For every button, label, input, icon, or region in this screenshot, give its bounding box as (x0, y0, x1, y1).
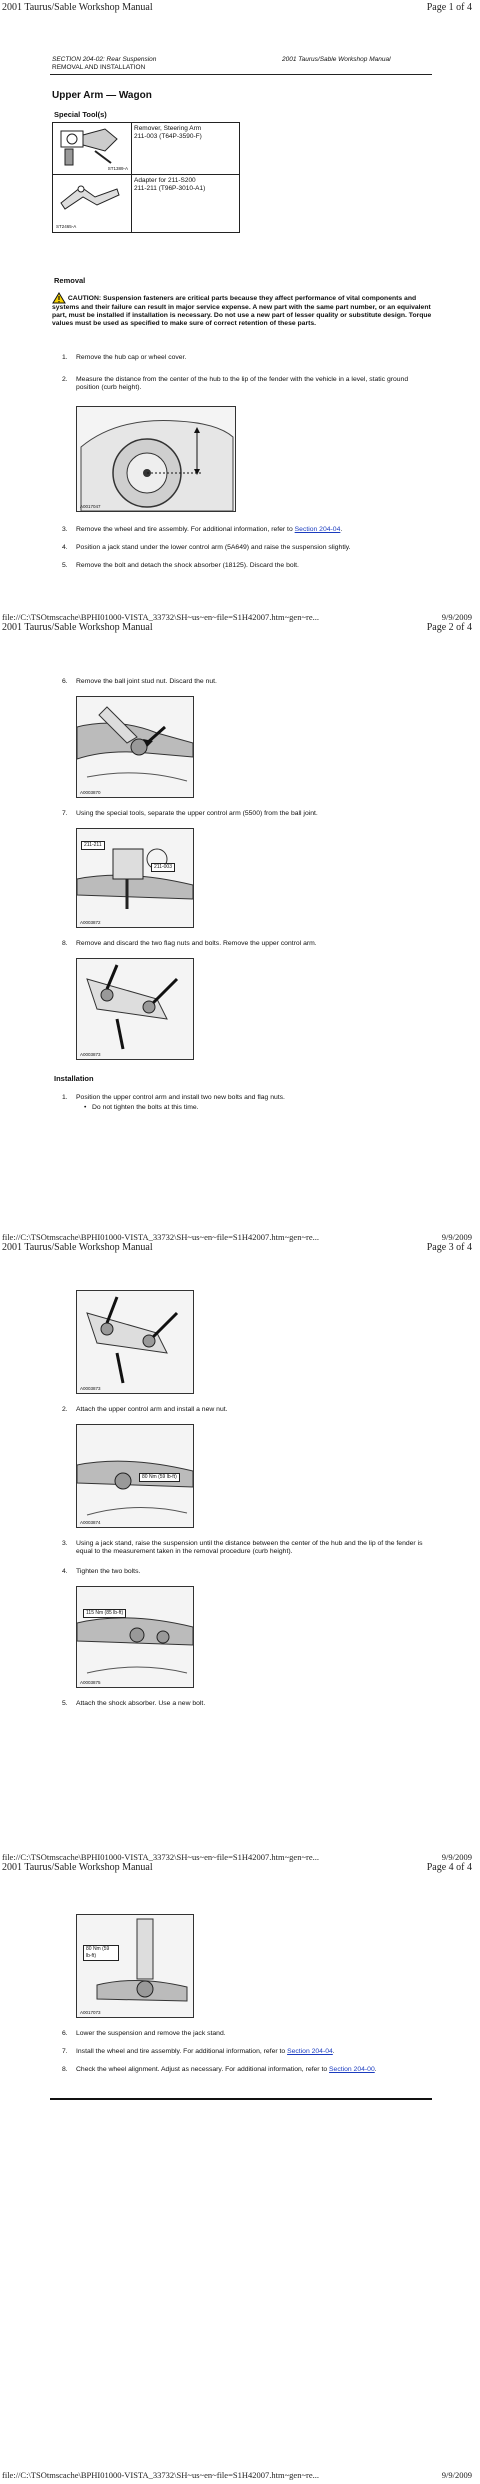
footer-path: file://C:\TSOtmscache\BPHI01000-VISTA_33732\SH~us~en~file=S1H42007.htm~gen~re... (2, 1232, 320, 1242)
figure-flag-nuts (76, 958, 194, 1060)
step-text: Remove the bolt and detach the shock absorber (18125). Discard the bolt. (76, 562, 299, 569)
header-title: 2001 Taurus/Sable Workshop Manual (2, 2, 153, 13)
step-number: 5. (62, 1700, 68, 1707)
installation-heading: Installation (54, 1074, 94, 1083)
figure-separate-arm (76, 828, 194, 928)
step-number: 4. (62, 1568, 68, 1575)
footer-path: file://C:\TSOtmscache\BPHI01000-VISTA_33732\SH~us~en~file=S1H42007.htm~gen~re... (2, 612, 320, 622)
tool-image-cell (53, 175, 132, 233)
figure-wheel-measurement (76, 406, 236, 512)
step-text-end: . (340, 526, 343, 533)
step-text-end: . (332, 2048, 335, 2055)
upper-control-arm-diagram (77, 1291, 193, 1393)
figure-code: A0017047 (80, 504, 101, 509)
step-text: Remove and discard the two flag nuts and bolts. Remove the upper control arm. (76, 940, 317, 947)
divider (50, 74, 432, 75)
caution-text: CAUTION: Suspension fasteners are critical parts because they affect performance of vital components and systems and their failure can result in major service expense. A new part with the same part number, or an equivalent part, must be installed if installation is necessary. Do not use a new part of lesser quality or substitute design. Torque values must be used as specified to make sure of correct retention of these parts. (52, 294, 432, 327)
end-divider (50, 2098, 432, 2100)
section-label: SECTION 204-02: Rear Suspension (52, 56, 157, 63)
step-text: Tighten the two bolts. (76, 1568, 141, 1575)
torque-callout: 115 Nm (85 lb-ft) (83, 1609, 126, 1618)
figure-code: A0003872 (80, 920, 101, 925)
step-text (76, 526, 426, 534)
tool-desc-cell (132, 123, 240, 175)
tool-desc-cell (132, 175, 240, 233)
step-text (76, 2048, 426, 2056)
step-number: 5. (62, 562, 68, 569)
tool-part: 211-003 (T64P-3590-F) (134, 132, 202, 140)
header-page-number: Page 1 of 4 (426, 2, 472, 13)
bullet-text: Do not tighten the bolts at this time. (92, 1104, 199, 1111)
tool-image-cell (53, 123, 132, 175)
shock-absorber-diagram (77, 1915, 193, 2017)
figure-code: A0003873 (80, 1386, 101, 1391)
figure-code: A0003873 (80, 1052, 101, 1057)
warning-icon (52, 292, 66, 304)
figure-ball-joint-nut (76, 696, 194, 798)
step-text: Attach the upper control arm and install a new nut. (76, 1406, 228, 1413)
step-number: 2. (62, 1406, 68, 1413)
special-tools-table (52, 122, 240, 233)
figure-code: A0003874 (80, 1520, 101, 1525)
section-204-00-link[interactable]: Section 204-00 (329, 2066, 375, 2073)
footer-date: 9/9/2009 (441, 1852, 472, 1862)
tool-desc: Adapter for 211-S200 (134, 177, 196, 184)
adapter-icon (55, 177, 125, 223)
step-text: Using a jack stand, raise the suspension until the distance between the center of the hub and the lip of the fender is equal to the measurement taken in the removal procedure (curb height). (76, 1540, 423, 1555)
special-tools-heading: Special Tool(s) (54, 110, 107, 119)
step-text (76, 2066, 426, 2074)
step-number: 6. (62, 678, 68, 685)
step-number: 4. (62, 544, 68, 551)
footer-date: 9/9/2009 (441, 2470, 472, 2480)
step-number: 8. (62, 2066, 68, 2073)
step-number: 2. (62, 376, 68, 383)
step-text: Lower the suspension and remove the jack stand. (76, 2030, 226, 2037)
tool-code: ST1389-A (107, 165, 128, 171)
step-number: 3. (62, 1540, 68, 1547)
step-text: Position the upper control arm and install two new bolts and flag nuts. (76, 1094, 285, 1101)
header-page-number: Page 4 of 4 (426, 1862, 472, 1873)
ball-joint-diagram (77, 697, 193, 797)
torque-callout: 80 Nm (59 lb-ft) (83, 1945, 119, 1961)
step-text-end: . (374, 2066, 377, 2073)
figure-shock-bolt (76, 1914, 194, 2018)
wheel-diagram (77, 407, 235, 511)
figure-install-bolts (76, 1290, 194, 1394)
removal-heading: Removal (54, 276, 86, 285)
header-page-number: Page 3 of 4 (426, 1242, 472, 1253)
step-text: Position a jack stand under the lower control arm (5A649) and raise the suspension slightly. (76, 544, 351, 551)
step-text-body: Remove the wheel and tire assembly. For additional information, refer to (76, 526, 295, 533)
step-text-body: Install the wheel and tire assembly. For additional information, refer to (76, 2048, 288, 2055)
bullet-icon: • (84, 1104, 87, 1111)
step-text: Remove the hub cap or wheel cover. (76, 354, 187, 361)
manual-label: 2001 Taurus/Sable Workshop Manual (282, 56, 391, 63)
header-title: 2001 Taurus/Sable Workshop Manual (2, 622, 153, 633)
steering-arm-remover-icon (55, 125, 125, 169)
tool-code: ST2465-A (56, 223, 77, 229)
step-text: Remove the ball joint stud nut. Discard the nut. (76, 678, 217, 685)
torque-callout: 80 Nm (59 lb-ft) (139, 1473, 180, 1482)
control-arm-bolts-diagram (77, 1587, 193, 1687)
header-title: 2001 Taurus/Sable Workshop Manual (2, 1242, 153, 1253)
callout-tool-211-211: 211-211 (81, 841, 105, 850)
step-text: Attach the shock absorber. Use a new bolt. (76, 1700, 206, 1707)
step-number: 7. (62, 2048, 68, 2055)
step-number: 8. (62, 940, 68, 947)
section-204-04-link[interactable]: Section 204-04 (294, 526, 341, 533)
step-number: 1. (62, 1094, 68, 1101)
step-number: 7. (62, 810, 68, 817)
tool-part: 211-211 (T96P-3010-A1) (134, 184, 206, 192)
figure-tighten-bolts (76, 1586, 194, 1688)
figure-code: A0003870 (80, 790, 101, 795)
footer-date: 9/9/2009 (441, 612, 472, 622)
footer-path: file://C:\TSOtmscache\BPHI01000-VISTA_33732\SH~us~en~file=S1H42007.htm~gen~re... (2, 1852, 320, 1862)
callout-tool-211-003: 211-003 (151, 863, 175, 872)
figure-code: A0017073 (80, 2010, 101, 2015)
step-text: Measure the distance from the center of the hub to the lip of the fender with the vehicle in a level, static ground position (curb height). (76, 376, 409, 391)
caution-block (52, 292, 432, 328)
step-number: 1. (62, 354, 68, 361)
figure-code: A0003875 (80, 1680, 101, 1685)
procedure-label: REMOVAL AND INSTALLATION (52, 64, 146, 71)
step-text-body: Check the wheel alignment. Adjust as necessary. For additional information, refer to (76, 2066, 329, 2073)
figure-ball-joint-torque (76, 1424, 194, 1528)
footer-date: 9/9/2009 (441, 1232, 472, 1242)
section-204-04-link[interactable]: Section 204-04 (287, 2048, 333, 2055)
footer-path: file://C:\TSOtmscache\BPHI01000-VISTA_33732\SH~us~en~file=S1H42007.htm~gen~re... (2, 2470, 320, 2480)
header-title: 2001 Taurus/Sable Workshop Manual (2, 1862, 153, 1873)
page-title: Upper Arm — Wagon (52, 90, 152, 101)
step-text: Using the special tools, separate the upper control arm (5500) from the ball joint. (76, 810, 318, 817)
upper-control-arm-diagram (77, 959, 193, 1059)
step-number: 3. (62, 526, 68, 533)
step-number: 6. (62, 2030, 68, 2037)
tool-desc: Remover, Steering Arm (134, 125, 202, 132)
header-page-number: Page 2 of 4 (426, 622, 472, 633)
